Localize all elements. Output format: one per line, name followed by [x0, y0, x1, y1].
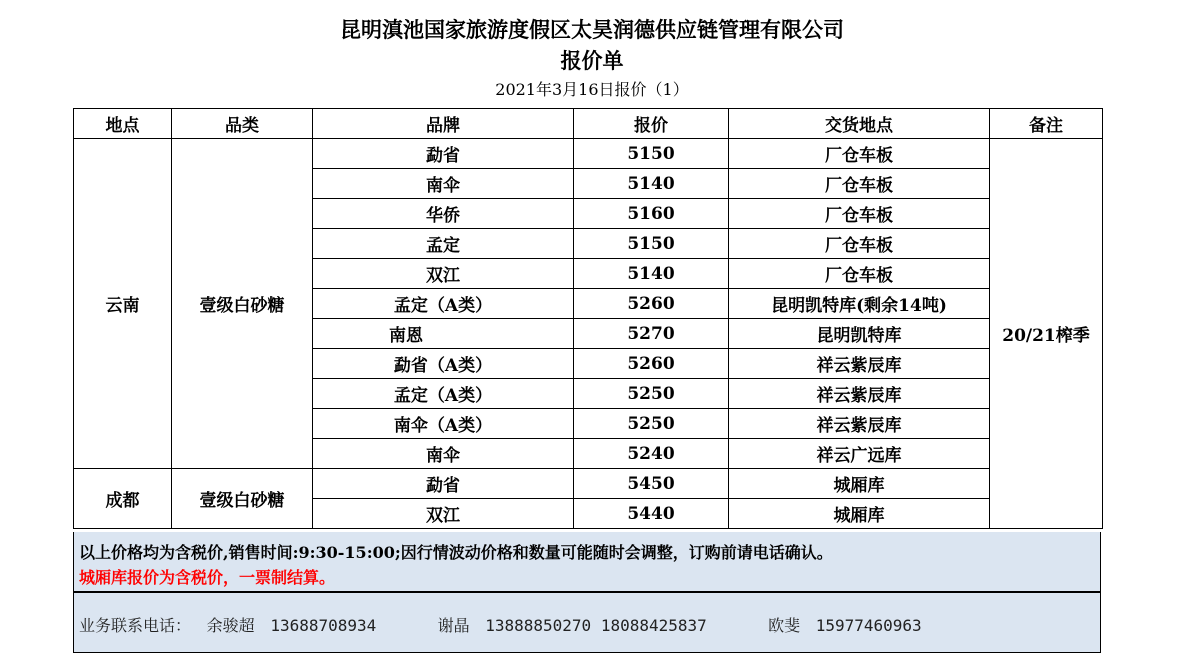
price-cell: 5240 [574, 439, 729, 469]
col-header-price: 报价 [574, 109, 729, 139]
col-header-location: 地点 [74, 109, 172, 139]
contact-phone: 13688708934 [270, 616, 377, 635]
contact-name: 余骏超 [206, 616, 255, 635]
document-title: 报价单 [560, 48, 624, 73]
remark-cell: 20/21榨季 [990, 139, 1103, 529]
notes-panel [73, 532, 1101, 592]
price-cell: 5260 [574, 349, 729, 379]
delivery-cell: 城厢库 [729, 469, 990, 499]
location-cell: 云南 [74, 139, 172, 469]
brand-cell: 勐省 [313, 469, 574, 499]
price-cell: 5260 [574, 289, 729, 319]
table-header-row [74, 109, 1103, 139]
brand-cell: 孟定 [313, 229, 574, 259]
brand-cell: 勐省（A类） [313, 349, 574, 379]
price-cell: 5440 [574, 499, 729, 529]
price-cell: 5140 [574, 259, 729, 289]
delivery-cell: 祥云紫辰库 [729, 379, 990, 409]
price-cell: 5250 [574, 379, 729, 409]
delivery-cell: 昆明凯特库(剩余14吨) [729, 289, 990, 319]
brand-cell: 南伞（A类） [313, 409, 574, 439]
delivery-cell: 厂仓车板 [729, 139, 990, 169]
delivery-cell: 祥云紫辰库 [729, 409, 990, 439]
table-row [74, 139, 1103, 169]
brand-cell: 孟定（A类） [313, 379, 574, 409]
brand-cell: 勐省 [313, 139, 574, 169]
price-cell: 5450 [574, 469, 729, 499]
delivery-cell: 祥云紫辰库 [729, 349, 990, 379]
category-cell: 壹级白砂糖 [172, 139, 313, 469]
company-name: 昆明滇池国家旅游度假区太昊润德供应链管理有限公司 [340, 17, 844, 42]
contact-label: 业务联系电话： [79, 616, 192, 635]
brand-cell: 南伞 [313, 169, 574, 199]
col-header-delivery: 交货地点 [729, 109, 990, 139]
contact-phone: 13888850270 18088425837 [485, 616, 707, 635]
delivery-cell: 昆明凯特库 [729, 319, 990, 349]
brand-cell: 孟定（A类） [313, 289, 574, 319]
contact-name: 谢晶 [437, 616, 470, 635]
settlement-note: 城厢库报价为含税价，一票制结算。 [79, 568, 336, 587]
delivery-cell: 厂仓车板 [729, 259, 990, 289]
price-cell: 5160 [574, 199, 729, 229]
delivery-cell: 厂仓车板 [729, 199, 990, 229]
col-header-category: 品类 [172, 109, 313, 139]
delivery-cell: 厂仓车板 [729, 169, 990, 199]
brand-cell: 南伞 [313, 439, 574, 469]
contact-phone: 15977460963 [815, 616, 922, 635]
price-cell: 5150 [574, 229, 729, 259]
delivery-cell: 厂仓车板 [729, 229, 990, 259]
price-cell: 5250 [574, 409, 729, 439]
brand-cell: 南恩 [313, 319, 574, 349]
delivery-cell: 祥云广远库 [729, 439, 990, 469]
brand-cell: 双江 [313, 499, 574, 529]
delivery-cell: 城厢库 [729, 499, 990, 529]
contact-name: 欧斐 [768, 616, 801, 635]
col-header-remark: 备注 [990, 109, 1103, 139]
price-cell: 5140 [574, 169, 729, 199]
quote-date: 2021年3月16日报价（1） [495, 80, 689, 99]
table-row [74, 469, 1103, 499]
price-cell: 5270 [574, 319, 729, 349]
contact-line [79, 613, 928, 636]
category-cell: 壹级白砂糖 [172, 469, 313, 529]
price-table [73, 108, 1103, 529]
contact-panel [73, 592, 1101, 653]
brand-cell: 华侨 [313, 199, 574, 229]
price-cell: 5150 [574, 139, 729, 169]
brand-cell: 双江 [313, 259, 574, 289]
tax-note: 以上价格均为含税价,销售时间:9:30-15:00;因行情波动价格和数量可能随时会调整，订购前请电话确认。 [79, 543, 833, 562]
location-cell: 成都 [74, 469, 172, 529]
col-header-brand: 品牌 [313, 109, 574, 139]
